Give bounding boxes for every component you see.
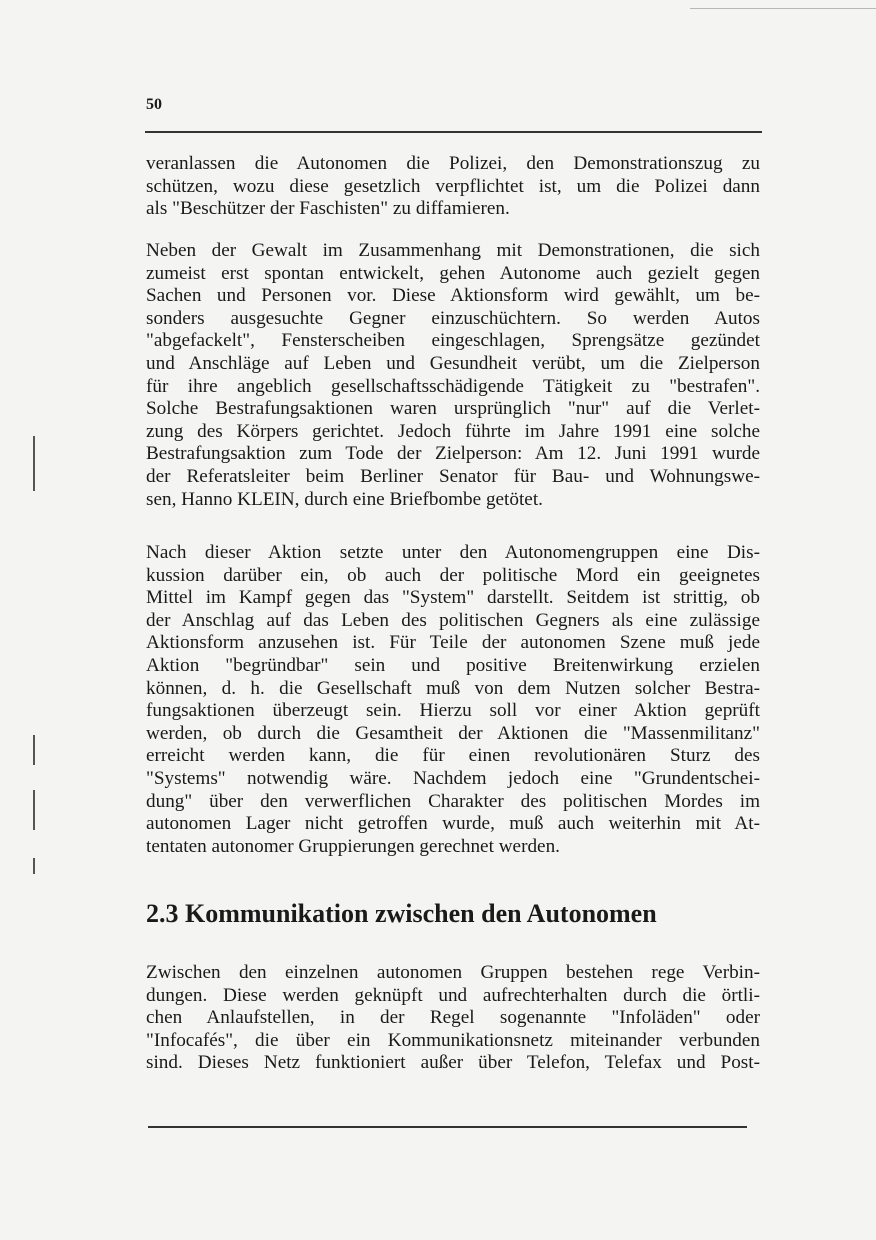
text-line: und Anschläge auf Leben und Gesundheit verübt, um die Zielperson xyxy=(146,352,760,374)
text-line: der Anschlag auf das Leben des politischen Gegners als eine zulässige xyxy=(146,609,760,631)
text-line: dungen. Diese werden geknüpft und aufrechterhalten durch die örtli- xyxy=(146,984,760,1006)
text-line: veranlassen die Autonomen die Polizei, den Demonstrationszug zu xyxy=(146,153,760,174)
paragraph-violence xyxy=(146,240,760,511)
text-line: dung" über den verwerflichen Charakter des politischen Mordes im xyxy=(146,790,760,812)
text-line: werden, ob durch die Gesamtheit der Aktionen die "Massenmilitanz" xyxy=(146,722,760,744)
text-line: erreicht werden kann, die für einen revolutionären Sturz des xyxy=(146,745,760,767)
section-heading: 2.3 Kommunikation zwischen den Autonomen xyxy=(146,899,657,928)
text-line: fungsaktionen überzeugt sein. Hierzu soll vor einer Aktion geprüft xyxy=(146,700,760,722)
text-line: für ihre angeblich gesellschaftsschädigende Tätigkeit zu "bestrafen". xyxy=(146,375,760,397)
text-line: kussion darüber ein, ob auch der politische Mord ein geeignetes xyxy=(146,564,760,586)
paragraph-discussion xyxy=(146,542,760,858)
text-line: Neben der Gewalt im Zusammenhang mit Demonstrationen, die sich xyxy=(146,240,760,261)
text-line: können, d. h. die Gesellschaft muß von dem Nutzen solcher Bestra- xyxy=(146,677,760,699)
text-line: Sachen und Personen vor. Diese Aktionsform wird gewählt, um be- xyxy=(146,285,760,307)
text-line: autonomen Lager nicht getroffen wurde, muß auch weiterhin mit At- xyxy=(146,813,760,835)
text-line: zumeist erst spontan entwickelt, gehen Autonome auch gezielt gegen xyxy=(146,262,760,284)
text-line: schützen, wozu diese gesetzlich verpflichtet ist, um die Polizei dann xyxy=(146,175,760,197)
margin-mark xyxy=(33,436,35,491)
text-line: sind. Dieses Netz funktioniert außer über Telefon, Telefax und Post- xyxy=(146,1052,760,1074)
text-line: Bestrafungsaktion zum Tode der Zielperson: Am 12. Juni 1991 wurde xyxy=(146,443,760,465)
text-line: Mittel im Kampf gegen das "System" darstellt. Seitdem ist strittig, ob xyxy=(146,587,760,609)
margin-mark xyxy=(33,790,35,830)
page-number: 50 xyxy=(146,96,162,113)
text-line: Solche Bestrafungsaktionen waren ursprünglich "nur" auf die Verlet- xyxy=(146,398,760,420)
text-line: "Infocafés", die über ein Kommunikationsnetz miteinander verbunden xyxy=(146,1029,760,1051)
scan-edge-line xyxy=(690,8,876,9)
text-line: zung des Körpers gerichtet. Jedoch führte im Jahre 1991 eine solche xyxy=(146,420,760,442)
text-line: Nach dieser Aktion setzte unter den Autonomengruppen eine Dis- xyxy=(146,542,760,563)
text-line: "Systems" notwendig wäre. Nachdem jedoch eine "Grundentschei- xyxy=(146,767,760,789)
text-line: Aktionsform anzusehen ist. Für Teile der autonomen Szene muß jede xyxy=(146,632,760,654)
text-line: sen, Hanno KLEIN, durch eine Briefbombe getötet. xyxy=(146,488,543,510)
text-line: Aktion "begründbar" sein und positive Breitenwirkung erzielen xyxy=(146,654,760,676)
header-rule xyxy=(145,131,762,133)
text-line: sonders ausgesuchte Gegner einzuschüchtern. So werden Autos xyxy=(146,307,760,329)
paragraph-continued xyxy=(146,153,760,221)
paragraph-communication xyxy=(146,962,760,1075)
margin-mark xyxy=(33,735,35,765)
margin-mark xyxy=(33,858,35,874)
footer-rule xyxy=(148,1126,747,1128)
text-line: als "Beschützer der Faschisten" zu diffamieren. xyxy=(146,198,510,220)
text-line: der Referatsleiter beim Berliner Senator für Bau- und Wohnungswe- xyxy=(146,465,760,487)
text-line: tentaten autonomer Gruppierungen gerechnet werden. xyxy=(146,835,560,857)
text-line: chen Anlaufstellen, in der Regel sogenannte "Infoläden" oder xyxy=(146,1007,760,1029)
text-line: "abgefackelt", Fensterscheiben eingeschlagen, Sprengsätze gezündet xyxy=(146,330,760,352)
text-line: Zwischen den einzelnen autonomen Gruppen bestehen rege Verbin- xyxy=(146,962,760,983)
